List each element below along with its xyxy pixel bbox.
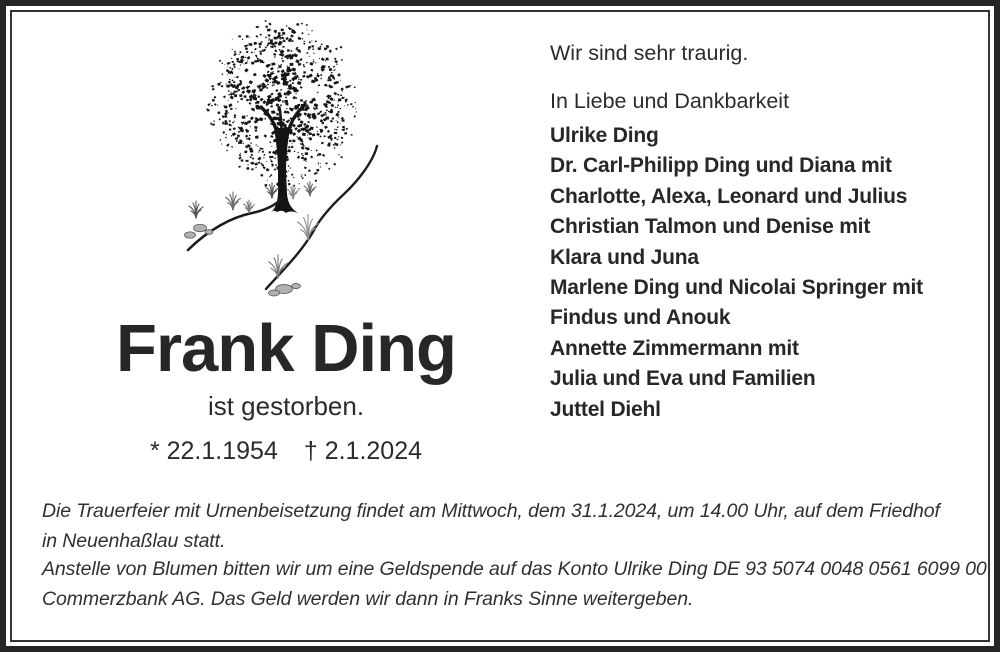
mourner-name: Marlene Ding und Nicolai Springer mit bbox=[550, 276, 923, 300]
funeral-info-paragraph bbox=[42, 496, 982, 556]
rocks bbox=[185, 224, 301, 296]
donation-info-line: Commerzbank AG. Das Geld werden wir dann in Franks Sinne weitergeben. bbox=[42, 588, 694, 610]
funeral-info-line: in Neuenhaßlau statt. bbox=[42, 530, 226, 552]
death-date: † 2.1.2024 bbox=[303, 437, 423, 466]
death-statement: ist gestorben. bbox=[207, 391, 365, 422]
donation-info-line: Anstelle von Blumen bitten wir um eine Geldspende auf das Konto Ulrike Ding DE 93 5074 0048 0561 6099 00 bbox=[42, 558, 987, 580]
deceased-name: Frank Ding bbox=[116, 311, 456, 386]
mourners-list bbox=[550, 121, 992, 425]
intro-line: Wir sind sehr traurig. bbox=[550, 41, 749, 65]
funeral-info-line: Die Trauerfeier mit Urnenbeisetzung findet am Mittwoch, dem 31.1.2024, um 14.00 Uhr, auf dem Friedhof bbox=[42, 500, 940, 522]
mourner-name: Klara und Juna bbox=[550, 245, 699, 269]
tribute-line: In Liebe und Dankbarkeit bbox=[550, 89, 790, 113]
mourner-name: Charlotte, Alexa, Leonard und Julius bbox=[550, 184, 908, 208]
birth-date: * 22.1.1954 bbox=[149, 437, 278, 466]
mourner-name: Findus und Anouk bbox=[550, 306, 731, 330]
mourner-name: Christian Talmon und Denise mit bbox=[550, 215, 871, 239]
mourner-name: Annette Zimmermann mit bbox=[550, 336, 799, 360]
condolence-column bbox=[550, 40, 992, 425]
donation-info-paragraph bbox=[42, 554, 987, 614]
mourner-name: Juttel Diehl bbox=[550, 397, 661, 421]
mourner-name: Julia und Eva und Familien bbox=[550, 367, 816, 391]
tree-illustration bbox=[150, 16, 462, 316]
deceased-block bbox=[40, 311, 532, 466]
mourner-name: Ulrike Ding bbox=[550, 124, 659, 147]
mourner-name: Dr. Carl-Philipp Ding und Diana mit bbox=[550, 154, 892, 178]
life-dates bbox=[40, 437, 532, 466]
